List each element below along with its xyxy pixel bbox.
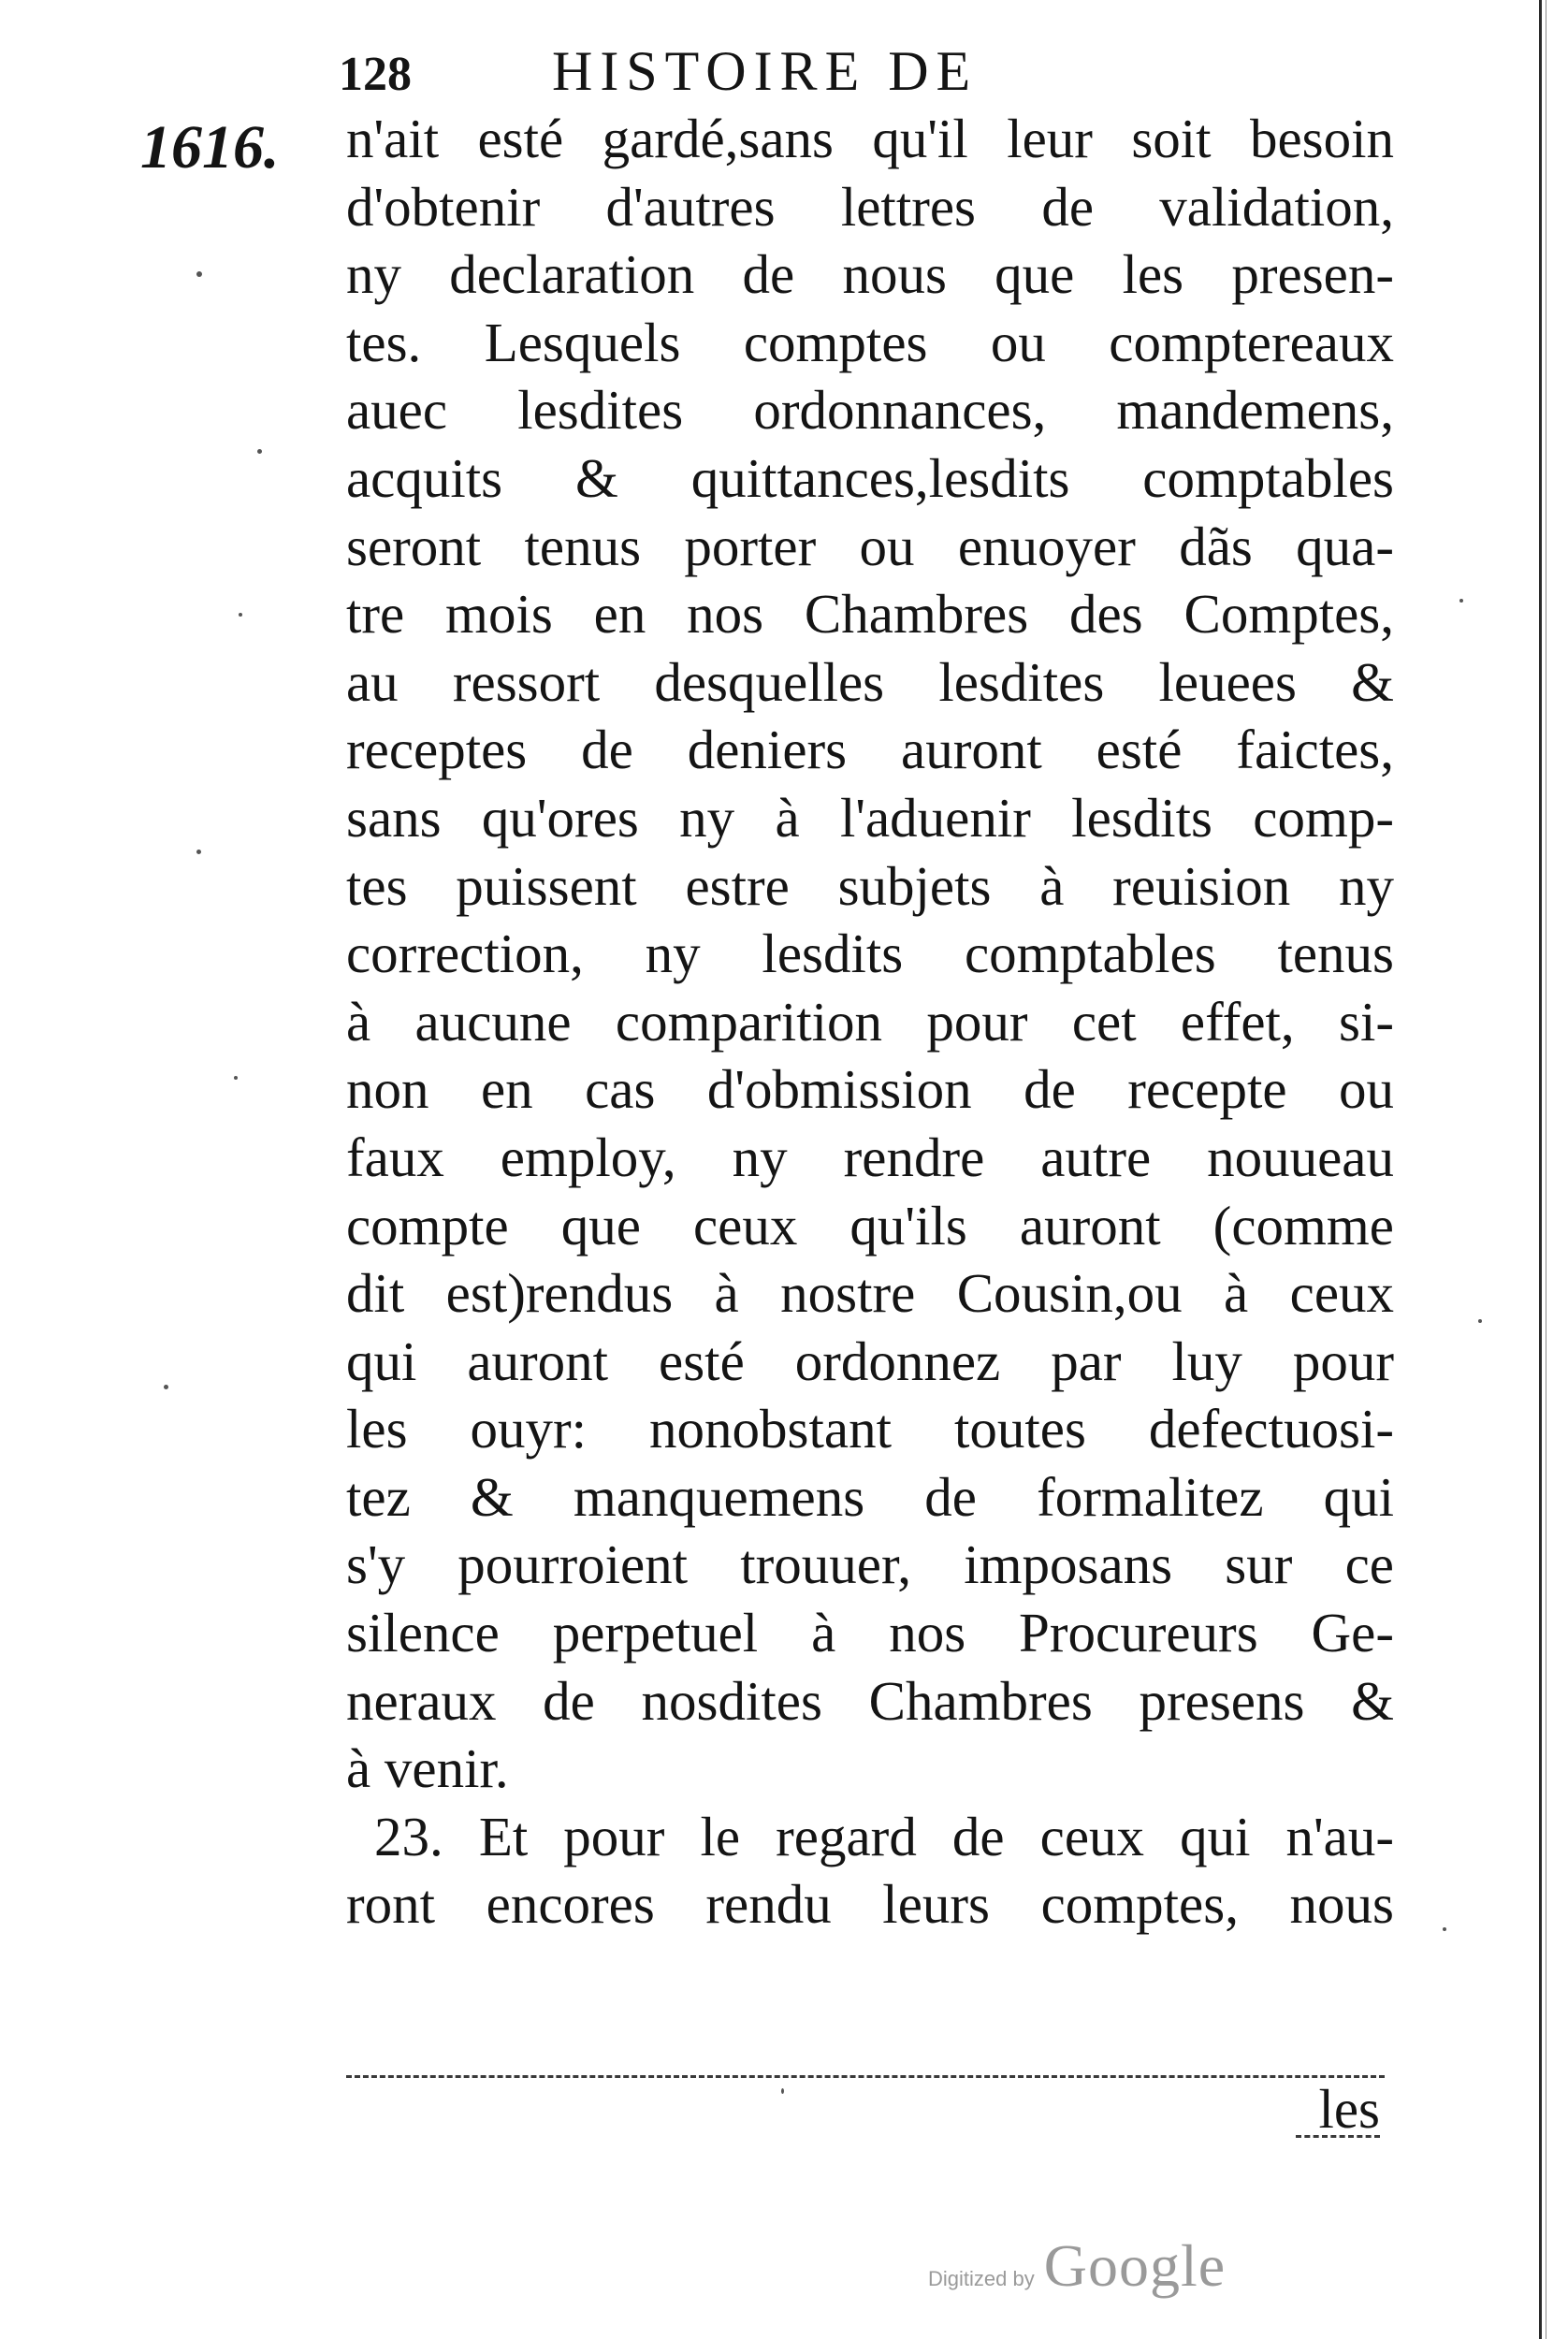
text-line: non en cas d'obmission de recepte ou — [346, 1058, 1394, 1121]
text-line: tes puissent estre subjets à reuision ny — [346, 854, 1394, 917]
print-speck — [234, 1076, 238, 1080]
text-line: acquits & quittances,lesdits comptables — [346, 446, 1394, 509]
paragraph-23-line: 23. Et pour le regard de ceux qui n'au- — [374, 1805, 1394, 1867]
catchword-rule — [1296, 2135, 1380, 2138]
text-line: ny declaration de nous que les presen- — [346, 243, 1394, 306]
text-line: n'ait esté gardé,sans qu'il leur soit besoin — [346, 108, 1394, 169]
page-edge-line — [1539, 0, 1542, 2339]
margin-year-note: 1616. — [140, 113, 280, 182]
catchword: les — [1318, 2078, 1380, 2140]
print-speck — [257, 449, 262, 454]
print-speck — [196, 271, 202, 277]
text-line: tez & manquemens de formalitez qui — [346, 1465, 1394, 1528]
text-line: dit est)rendus à nostre Cousin,ou à ceux — [346, 1262, 1394, 1325]
google-logo: Google — [1043, 2232, 1227, 2299]
digitized-watermark — [928, 2231, 1226, 2301]
text-line: compte que ceux qu'ils auront (comme — [346, 1194, 1394, 1257]
paragraph-23-line: ront encores rendu leurs comptes, nous — [346, 1873, 1394, 1936]
text-line: faux employ, ny rendre autre nouueau — [346, 1126, 1394, 1188]
body-text — [346, 105, 1394, 1939]
running-head-title: HISTOIRE DE — [552, 40, 979, 102]
text-line: auec lesdites ordonnances, mandemens, — [346, 379, 1394, 442]
text-line: receptes de deniers auront esté faictes, — [346, 719, 1394, 781]
text-line: tre mois en nos Chambres des Comptes, — [346, 583, 1394, 646]
text-line: tes. Lesquels comptes ou comptereaux — [346, 311, 1394, 373]
watermark-prefix: Digitized by — [928, 2267, 1035, 2290]
print-speck — [1459, 599, 1463, 603]
print-speck — [164, 1385, 168, 1389]
text-line: sans qu'ores ny à l'aduenir lesdits comp- — [346, 786, 1394, 849]
print-speck — [239, 613, 242, 617]
text-line: correction, ny lesdits comptables tenus — [346, 923, 1394, 985]
text-line: à aucune comparition pour cet effet, si- — [346, 990, 1394, 1053]
text-line: d'obtenir d'autres lettres de validation, — [346, 175, 1394, 238]
text-line: qui auront esté ordonnez par luy pour — [346, 1329, 1394, 1392]
print-speck — [1443, 1927, 1446, 1931]
text-line: seront tenus porter ou enuoyer dãs qua- — [346, 515, 1394, 577]
bottom-dashed-rule — [346, 2075, 1385, 2078]
text-line: à venir. — [346, 1737, 509, 1800]
text-line: s'y pourroient trouuer, imposans sur ce — [346, 1533, 1394, 1596]
text-line: neraux de nosdites Chambres presens & — [346, 1669, 1394, 1732]
print-speck — [1478, 1319, 1482, 1323]
print-speck — [196, 850, 201, 854]
running-head — [339, 39, 1396, 114]
text-line: au ressort desquelles lesdites leuees & — [346, 650, 1394, 713]
page-number: 128 — [339, 48, 412, 101]
text-line: silence perpetuel à nos Procureurs Ge- — [346, 1602, 1394, 1664]
text-line: les ouyr: nonobstant toutes defectuosi- — [346, 1398, 1394, 1460]
print-speck — [781, 2088, 784, 2094]
